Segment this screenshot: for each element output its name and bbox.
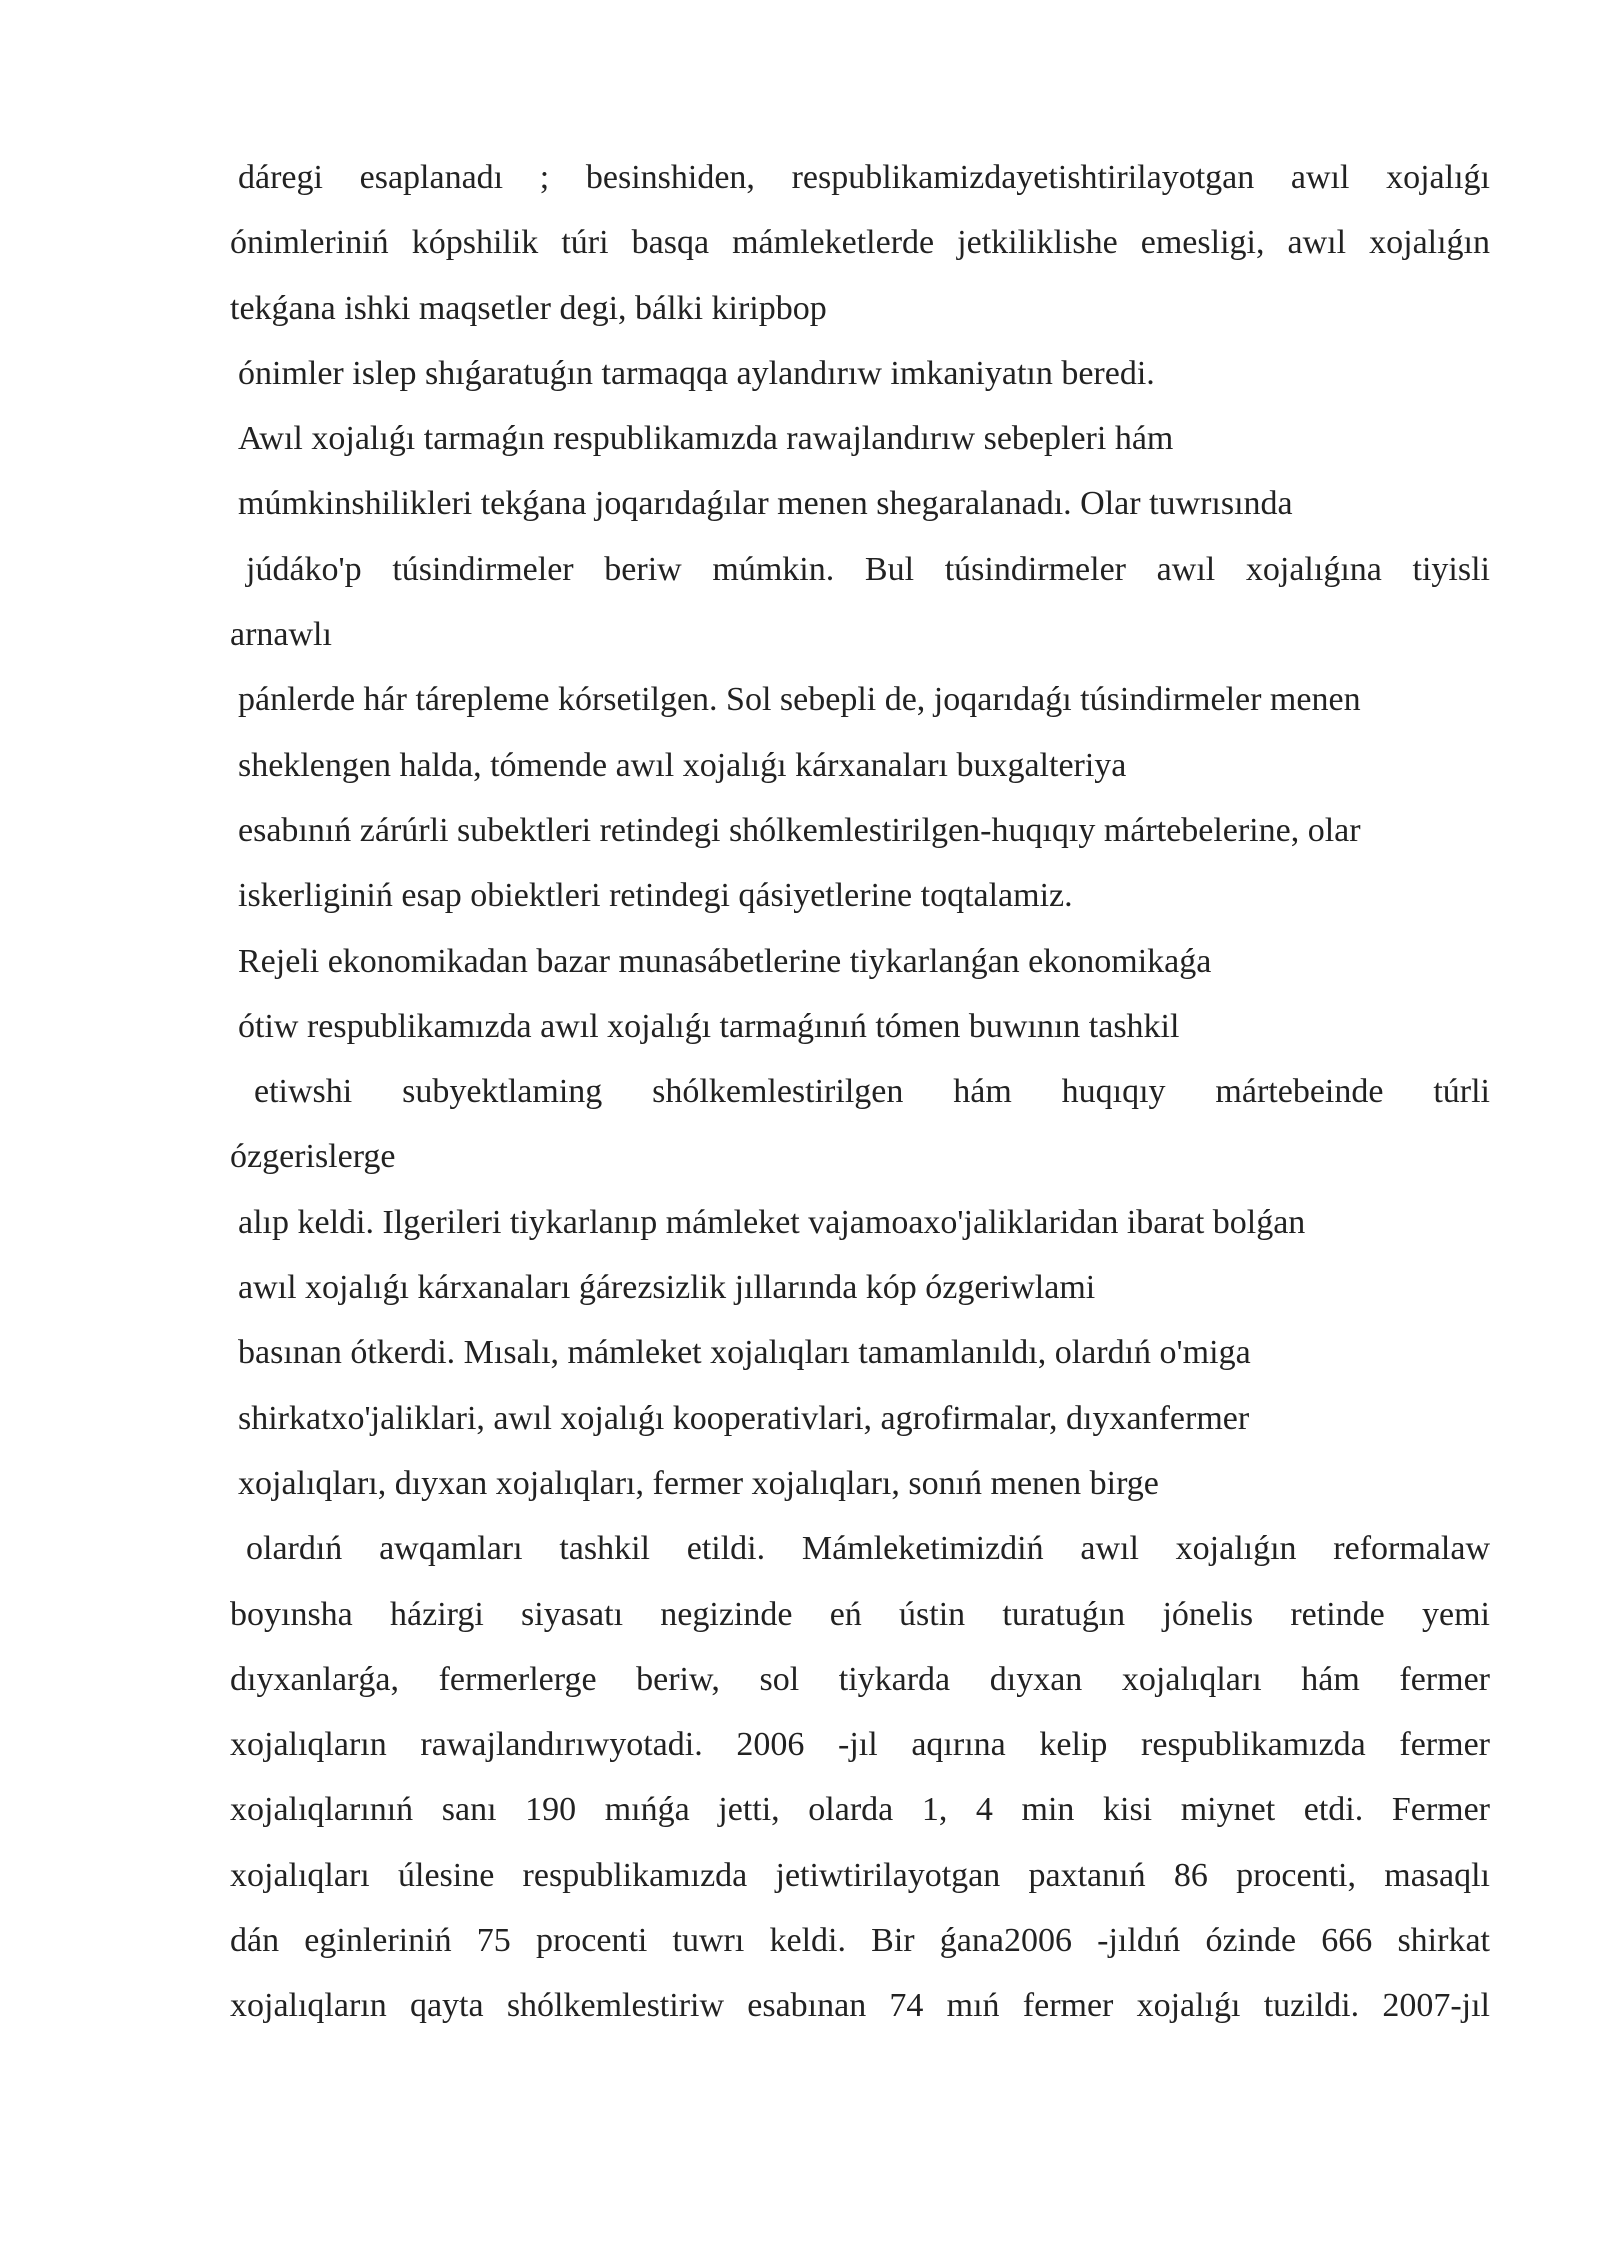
text-line: boyınsha házirgi siyasatı negizinde eń ústin turatuǵın jónelis retinde yemi: [230, 1595, 1490, 1633]
text-line: xojalıqların qayta shólkemlestiriw esabınan 74 mıń fermer xojalıǵı tuzildi. 2007-jıl: [230, 1987, 1490, 2025]
text-line: alıp keldi. Ilgerileri tiykarlanıp mámleket vajamoaxo'jaliklaridan ibarat bolǵan: [238, 1203, 1306, 1241]
text-line: dáregi esaplanadı ; besinshiden, respublikamizdayetishtirilayotgan awıl xojalıǵı: [238, 159, 1490, 196]
text-line: Rejeli ekonomikadan bazar munasábetlerine tiykarlanǵan ekonomikaǵa: [238, 942, 1212, 980]
text-line: awıl xojalıǵı kárxanaları ǵárezsizlik jıllarında kóp ózgeriwlami: [238, 1269, 1096, 1307]
text-line: ótiw respublikamızda awıl xojalıǵı tarmaǵınıń tómen buwının tashkil: [238, 1007, 1180, 1045]
text-line: iskerliginiń esap obiektleri retindegi qásiyetlerine toqtalamiz.: [238, 877, 1073, 915]
text-line: xojalıqların rawajlandırıwyotadi. 2006 -jıl aqırına kelip respublikamızda fermer: [230, 1726, 1490, 1764]
text-line: xojalıqları úlesine respublikamızda jetiwtirilayotgan paxtanıń 86 procenti, masaqlı: [230, 1856, 1490, 1894]
text-line: dıyxanlarǵa, fermerlerge beriw, sol tiykarda dıyxan xojalıqları hám fermer: [230, 1660, 1490, 1698]
text-line: etiwshi subyektlaming shólkemlestirilgen hám huqıqıy mártebeinde túrli: [254, 1073, 1490, 1111]
text-line: tekǵana ishki maqsetler degi, bálki kiripbop: [230, 289, 827, 327]
text-line: sheklengen halda, tómende awıl xojalıǵı kárxanaları buxgalteriya: [238, 746, 1127, 784]
text-line: júdáko'p túsindirmeler beriw múmkin. Bul túsindirmeler awıl xojalıǵına tiyisli: [246, 550, 1490, 588]
text-line: xojalıqları, dıyxan xojalıqları, fermer xojalıqları, sonıń menen birge: [238, 1464, 1159, 1502]
text-line: xojalıqlarınıń sanı 190 mıńǵa jetti, olarda 1, 4 min kisi miynet etdi. Fermer: [230, 1791, 1490, 1829]
text-line: Awıl xojalıǵı tarmaǵın respublikamızda rawajlandırıw sebepleri hám: [238, 420, 1174, 458]
text-line: ónimler islep shıǵaratuǵın tarmaqqa aylandırıw imkaniyatın beredi.: [238, 354, 1155, 392]
text-line: shirkatxo'jaliklari, awıl xojalıǵı kooperativlari, agrofirmalar, dıyxanfermer: [238, 1399, 1250, 1437]
text-line: basınan ótkerdi. Mısalı, mámleket xojalıqları tamamlanıldı, olardıń o'miga: [238, 1334, 1251, 1372]
text-line: ónimleriniń kópshilik túri basqa mámleketlerde jetkiliklishe emesligi, awıl xojalıǵın: [230, 224, 1490, 262]
text-line: arnawlı: [230, 616, 332, 654]
text-line: múmkinshilikleri tekǵana joqarıdaǵılar menen shegaralanadı. Olar tuwrısında: [238, 485, 1293, 523]
text-line: ózgerislerge: [230, 1138, 396, 1176]
text-line: pánlerde hár tárepleme kórsetilgen. Sol sebepli de, joqarıdaǵı túsindirmeler menen: [238, 681, 1361, 719]
text-line: esabınıń zárúrli subektleri retindegi shólkemlestirilgen-huqıqıy mártebelerine, olar: [238, 811, 1361, 849]
text-line: dán eginleriniń 75 procenti tuwrı keldi. Bir ǵana2006 -jıldıń ózinde 666 shirkat: [230, 1922, 1490, 1960]
text-line: olardıń awqamları tashkil etildi. Mámleketimizdiń awıl xojalıǵın reformalaw: [246, 1530, 1490, 1568]
body-text: [230, 145, 1490, 2039]
